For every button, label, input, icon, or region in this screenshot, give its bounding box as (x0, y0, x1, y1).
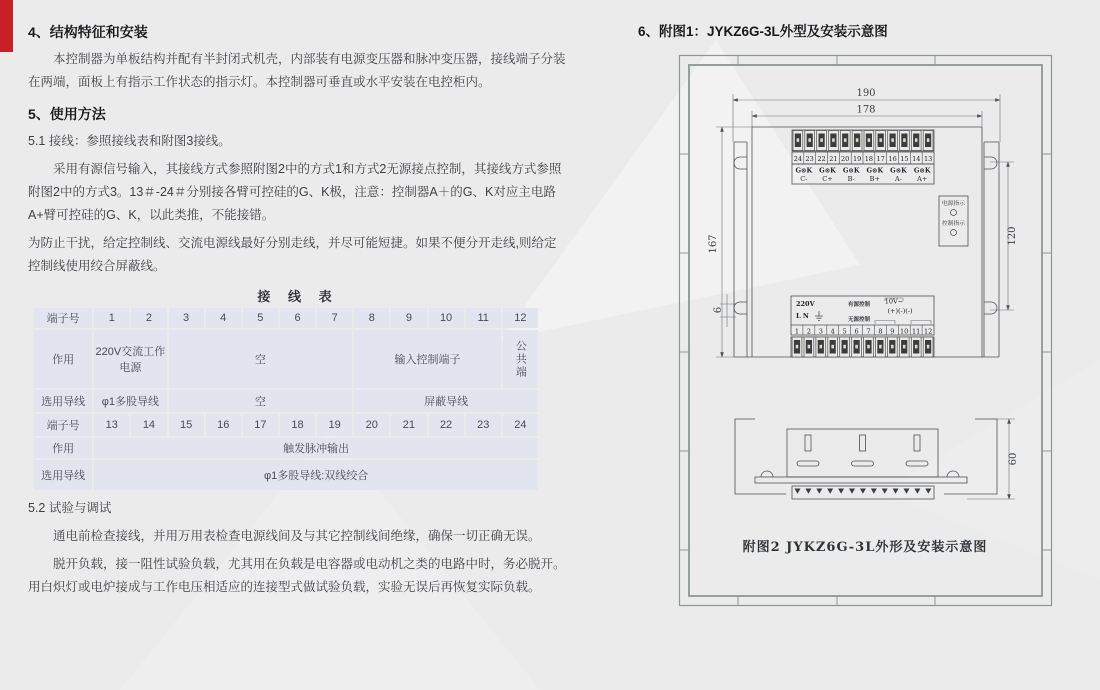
phase-label: C- (800, 175, 808, 183)
terminal-number: 15 (169, 414, 204, 436)
terminal-number: 13 (94, 414, 129, 436)
power-indicator-label: 电源指示 (941, 201, 966, 207)
section4-paragraph: 本控制器为单板结构并配有半封闭式机壳，内部装有电源变压器和脉冲变压器，接线端子分装在两端，面板上有指示工作状态的指示灯。本控制器可垂直或水平安装在电控柜内。 (28, 52, 566, 89)
table-row (34, 308, 538, 328)
terminal-number: 10 (429, 308, 464, 328)
table-row (34, 330, 538, 388)
terminal-number: 14 (912, 155, 921, 163)
phase-label: A+ (917, 175, 928, 183)
phase-label: A- (895, 175, 902, 183)
terminal-number: 22 (429, 414, 464, 436)
section51-title: 5.1 接线：参照接线表和附图3接线。 (28, 134, 231, 148)
dim-flange: 6 (713, 306, 724, 314)
terminal-number: 2 (806, 327, 811, 336)
terminal-number: 9 (391, 308, 426, 328)
wiring-table (32, 306, 540, 492)
terminal-number: 10 (900, 327, 909, 336)
terminal-number: 20 (841, 155, 850, 163)
terminal-number: 17 (876, 155, 885, 163)
section4-title: 4、结构特征和安装 (28, 24, 148, 40)
dim-depth: 60 (1008, 452, 1019, 466)
row-header: 端子号 (34, 414, 92, 436)
phase-label: C+ (822, 175, 833, 183)
terminal-number: 21 (391, 414, 426, 436)
terminal-number: 21 (829, 155, 838, 163)
line-neutral-label: L N (796, 312, 809, 320)
phase-label: B+ (869, 175, 880, 183)
terminal-number: 24 (503, 414, 538, 436)
dim-inner-width: 178 (856, 104, 876, 116)
section5-title: 5、使用方法 (28, 106, 106, 122)
voltage-range-note: 10V~ (884, 297, 904, 306)
gok-label: G⊙K (866, 166, 884, 175)
terminal-number: 19 (852, 155, 862, 163)
row-header: 作用 (34, 330, 92, 388)
terminal-number: 11 (912, 327, 921, 336)
terminal-number: 6 (280, 308, 315, 328)
terminal-number: 12 (923, 327, 933, 336)
wire-cell: 空 (169, 390, 353, 412)
row-header: 作用 (34, 438, 92, 458)
terminal-number: 16 (206, 414, 241, 436)
table-row (34, 390, 538, 412)
section51-paragraph1: 采用有源信号输入，其接线方式参照附图2中的方式1和方式2无源接点控制，其接线方式参照附图2中的方式3。13＃-24＃分别接各臂可控硅的G、K极，注意：控制器A＋的G、K对应主电路A+臂可控硅的G、K，以此类推，不能接错。 (28, 162, 562, 222)
wiring-table-title: 接 线 表 (257, 289, 339, 304)
role-cell: 触发脉冲输出 (94, 438, 538, 458)
phase-label: B- (847, 175, 855, 183)
role-cell: 输入控制端子 (354, 330, 501, 388)
terminal-number: 16 (888, 155, 897, 163)
table-row (34, 438, 538, 458)
installation-diagram (678, 54, 1053, 607)
terminal-number: 24 (793, 155, 803, 163)
terminal-number: 20 (354, 414, 389, 436)
red-accent-bar (0, 0, 13, 52)
terminal-number: 8 (354, 308, 389, 328)
terminal-number: 4 (206, 308, 241, 328)
gok-label: G⊙K (913, 166, 931, 175)
terminal-number: 5 (842, 327, 847, 336)
terminal-number: 19 (317, 414, 352, 436)
figure-jykz6g-3l (678, 54, 1053, 607)
terminal-number: 5 (243, 308, 278, 328)
terminal-number: 14 (131, 414, 166, 436)
gok-label: G⊙K (795, 166, 813, 175)
terminal-number: 2 (131, 308, 166, 328)
dim-height: 167 (708, 234, 719, 254)
terminal-number: 7 (866, 327, 871, 336)
row-header: 选用导线 (34, 460, 92, 490)
terminal-number: 1 (94, 308, 129, 328)
terminal-number: 15 (900, 155, 909, 163)
polarity-note: (+)(-)(-) (887, 307, 913, 315)
dim-outer-width: 190 (856, 88, 876, 99)
wire-cell: φ1多股导线 (94, 390, 166, 412)
figure-caption: 附图2 JYKZ6G-3L外形及安装示意图 (742, 540, 988, 555)
control-indicator-label: 控制指示 (941, 221, 966, 227)
row-header: 选用导线 (34, 390, 92, 412)
terminal-number: 11 (466, 308, 501, 328)
section52-paragraph1: 通电前检查接线，并用万用表检查电源线间及与其它控制线间绝缘，确保一切正确无误。 (53, 529, 541, 543)
terminal-number: 23 (466, 414, 501, 436)
section6-title: 6、附图1：JYKZ6G-3L外型及安装示意图 (638, 24, 888, 39)
contact-symbols (875, 321, 931, 325)
role-cell: 公共端 (503, 330, 538, 388)
terminal-number: 13 (923, 155, 933, 163)
input-terminal-strip (791, 296, 934, 357)
section51-paragraph2: 为防止干扰，给定控制线、交流电源线最好分别走线，并尽可能短捷。如果不便分开走线,则给定控制线使用绞合屏蔽线。 (28, 236, 557, 273)
gok-label: G⊙K (890, 166, 907, 175)
power-led (951, 210, 957, 216)
active-control-label: 有源控制 (848, 302, 871, 308)
section52-paragraph2: 脱开负载，接一阻性试验负载，尤其用在负载是电容器或电动机之类的电路中时，务必脱开。用白炽灯或电炉接成与工作电压相适应的连接型式做试验负载，实验无误后再恢复实际负载。 (28, 557, 566, 594)
gok-label: G⊙K (819, 166, 836, 175)
terminal-number: 17 (243, 414, 278, 436)
terminal-number: 7 (317, 308, 352, 328)
terminal-number: 22 (817, 155, 826, 163)
terminal-number: 12 (503, 308, 538, 328)
terminal-number: 3 (818, 327, 823, 336)
output-terminal-strip (792, 130, 934, 184)
voltage-label: 220V (796, 300, 815, 308)
terminal-number: 3 (169, 308, 204, 328)
section52-title: 5.2 试验与调试 (28, 501, 112, 515)
terminal-number: 1 (794, 327, 800, 336)
terminal-number: 23 (805, 155, 814, 163)
role-cell: 空 (169, 330, 353, 388)
left-column (28, 12, 568, 604)
wire-cell: 屏蔽导线 (354, 390, 538, 412)
gok-label: G⊙K (842, 166, 860, 175)
row-header: 端子号 (34, 308, 92, 328)
table-row (34, 460, 538, 490)
terminal-number: 8 (878, 327, 883, 336)
table-row (34, 414, 538, 436)
terminal-number: 18 (280, 414, 315, 436)
device-side-view (735, 419, 1019, 499)
terminal-number: 18 (864, 155, 874, 163)
ground-symbol-icon (815, 311, 823, 320)
indicator-panel (939, 196, 968, 246)
role-cell: 220V交流工作电源 (94, 330, 166, 388)
wire-cell: φ1多股导线:双线绞合 (94, 460, 538, 490)
terminal-number: 9 (890, 327, 895, 336)
dim-mount-height: 120 (1007, 226, 1018, 246)
terminal-number: 6 (854, 327, 859, 336)
terminal-number: 4 (830, 327, 835, 336)
passive-control-label: 无源控制 (848, 317, 871, 323)
control-led (951, 230, 957, 236)
